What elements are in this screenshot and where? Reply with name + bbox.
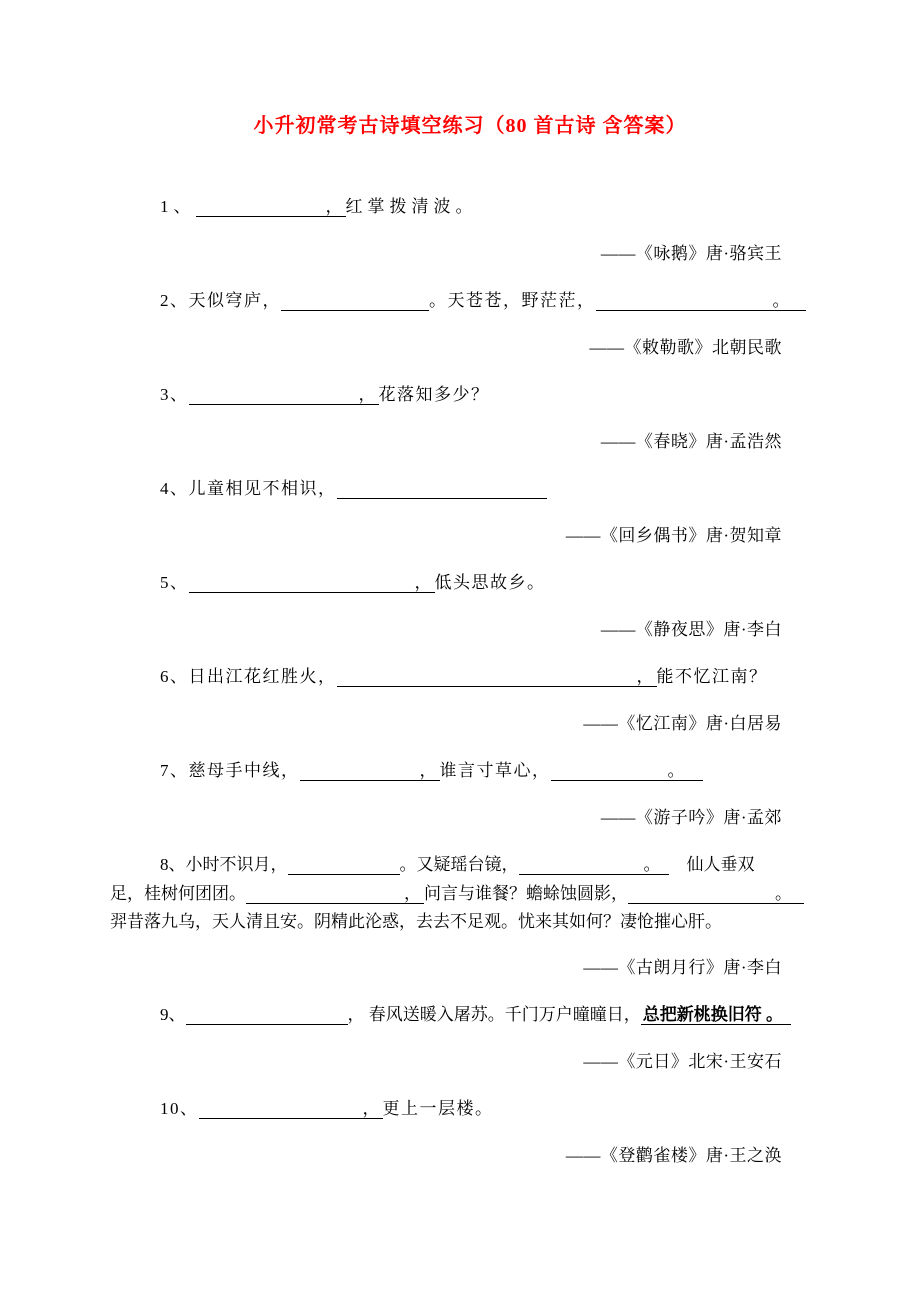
text-run: 能不忆江南？	[656, 667, 768, 686]
exercise-item-line	[110, 286, 830, 316]
text-run: 10、	[160, 1099, 199, 1118]
exercise-item-line	[110, 474, 830, 504]
fill-in-blank[interactable]: 。	[628, 883, 804, 904]
fill-in-blank[interactable]: ，	[189, 572, 435, 593]
text-run: 1、	[160, 197, 196, 216]
fill-in-blank[interactable]: ，	[300, 760, 440, 781]
poem-attribution: ——《登鹳雀楼》唐·王之涣	[565, 1146, 782, 1165]
fill-in-blank[interactable]	[337, 478, 547, 499]
fill-in-blank[interactable]: ，	[196, 196, 346, 217]
exercise-item-line	[110, 880, 830, 908]
poem-attribution: ——《元日》北宋·王安石	[583, 1052, 782, 1071]
poem-attribution: ——《春晓》唐·孟浩然	[600, 432, 782, 451]
exercise-item-line	[110, 850, 830, 880]
text-run: 低头思故乡。	[434, 573, 546, 592]
exercise-item-line	[110, 662, 830, 692]
poem-attribution: ——《静夜思》唐·李白	[600, 620, 782, 639]
spacer	[669, 869, 687, 870]
fill-in-blank[interactable]: ，	[199, 1098, 383, 1119]
text-run: 足，桂树何团团。	[110, 884, 246, 903]
fill-in-blank[interactable]	[288, 854, 400, 875]
fill-in-blank[interactable]	[186, 1004, 348, 1025]
text-run: 红掌拨清波。	[345, 197, 478, 216]
exercise-item-line	[110, 1094, 830, 1124]
poem-attribution: ——《忆江南》唐·白居易	[583, 714, 782, 733]
text-run: 8、小时不识月，	[160, 855, 288, 874]
exercise-list	[110, 192, 830, 1171]
fill-in-blank[interactable]: ，	[189, 384, 379, 405]
exercise-item-line	[110, 192, 830, 222]
text-run: 4、儿童相见不相识，	[160, 479, 337, 498]
poem-attribution: ——《游子吟》唐·孟郊	[600, 808, 782, 827]
text-run: 羿昔落九乌，天人清且安。阴精此沦惑，去去不足观。忧来其如何？凄怆摧心肝。	[110, 912, 722, 931]
poem-attribution: ——《敕勒歌》北朝民歌	[589, 338, 782, 357]
fill-in-blank[interactable]	[281, 290, 429, 311]
poem-attribution: ——《咏鹅》唐·骆宾王	[600, 244, 782, 263]
fill-in-blank[interactable]: ，	[246, 883, 424, 904]
exercise-item-line	[110, 908, 830, 936]
exercise-item-line	[110, 1000, 830, 1030]
answer-bold-underline: 总把新桃换旧符 。	[641, 1004, 791, 1025]
text-run: 谁言寸草心，	[439, 761, 551, 780]
text-run: 7、慈母手中线，	[160, 761, 300, 780]
text-run: 6、日出江花红胜火，	[160, 667, 337, 686]
fill-in-blank[interactable]: 。	[519, 854, 669, 875]
poem-attribution: ——《古朗月行》唐·李白	[583, 958, 782, 977]
fill-in-blank[interactable]: 。	[596, 290, 806, 311]
fill-in-blank[interactable]: 。	[551, 760, 703, 781]
text-run: 更上一层楼。	[382, 1099, 494, 1118]
text-run: 2、天似穹庐，	[160, 291, 281, 310]
text-run: 5、	[160, 573, 189, 592]
text-run: 仙人垂双	[686, 855, 755, 874]
exercise-item-line	[110, 756, 830, 786]
text-run: 。天苍苍，野茫茫，	[429, 291, 596, 310]
text-run: ， 春风送暖入屠苏。千门万户曈曈日，	[347, 1005, 641, 1024]
text-run: 3、	[160, 385, 189, 404]
poem-attribution: ——《回乡偶书》唐·贺知章	[565, 526, 782, 545]
exercise-item-line	[110, 568, 830, 598]
text-run: 问言与谁餐？蟾蜍蚀圆影，	[424, 884, 628, 903]
exercise-item-line	[110, 380, 830, 410]
fill-in-blank[interactable]: ，	[337, 666, 657, 687]
document-title: 小升初常考古诗填空练习（80 首古诗 含答案）	[253, 115, 687, 137]
text-run: 花落知多少？	[378, 385, 490, 404]
text-run: 。又疑瑶台镜，	[399, 855, 519, 874]
text-run: 9、	[160, 1005, 186, 1024]
